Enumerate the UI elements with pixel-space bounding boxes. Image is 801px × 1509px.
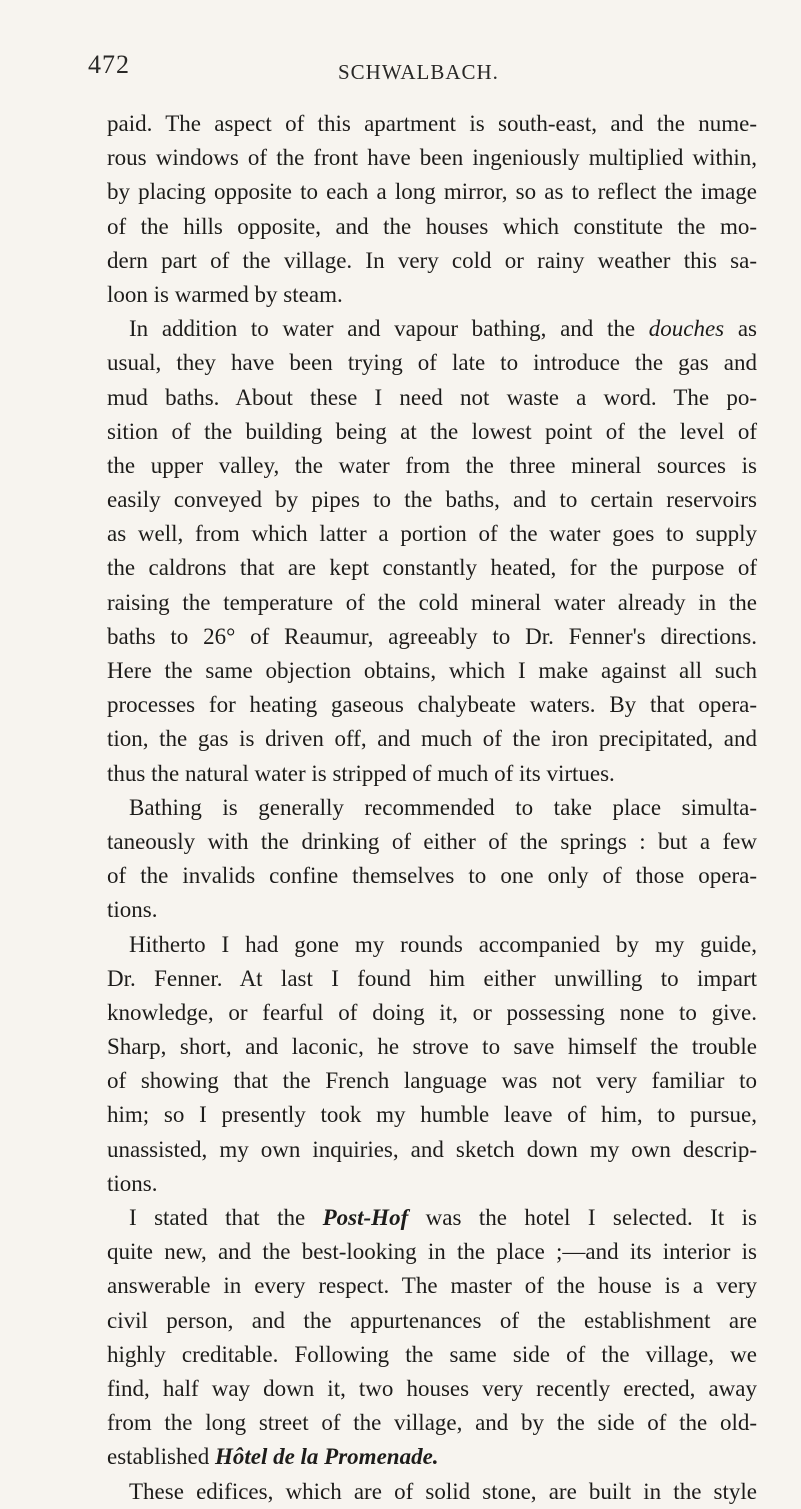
text-line: baths to 26° of Reaumur, agreeably to Dr. Fenner's directions. (107, 623, 757, 649)
running-head: SCHWALBACH. (338, 60, 499, 84)
text-run: In addition to water and vapour bathing, and the (129, 316, 649, 342)
text-run: I stated that the (129, 1205, 323, 1230)
text-line: of the invalids confine themselves to one only of those opera- (107, 863, 757, 889)
text-line: answerable in every respect. The master of the house is a very (107, 1273, 757, 1299)
text-line: knowledge, or fearful of doing it, or possessing none to give. (107, 999, 757, 1025)
text-line: Dr. Fenner. At last I found him either unwilling to impart (107, 965, 757, 991)
text-line: Bathing is generally recommended to take place simulta- (129, 794, 757, 820)
text-line: processes for heating gaseous chalybeate waters. By that opera- (107, 692, 757, 718)
text-line: highly creditable. Following the same side of the village, we (107, 1341, 757, 1367)
text-line (107, 1201, 757, 1235)
text-line: civil person, and the appurtenances of the establishment are (107, 1307, 757, 1333)
text-line: find, half way down it, two houses very recently erected, away (107, 1375, 757, 1401)
text-line: unassisted, my own inquiries, and sketch down my own descrip- (107, 1136, 757, 1162)
text-line: as well, from which latter a portion of the water goes to supply (107, 521, 757, 547)
italic-term-post-hof: Post-Hof (322, 1205, 409, 1230)
text-line: the upper valley, the water from the three mineral sources is (107, 452, 757, 478)
page-number: 472 (88, 50, 130, 79)
body-text (107, 107, 757, 1509)
text-line: tions. (107, 897, 158, 923)
text-run: was the hotel I selected. It is (408, 1205, 757, 1230)
text-run: established (107, 1444, 215, 1470)
text-line: from the long street of the village, and by the side of the old- (107, 1410, 757, 1436)
text-line: loon is warmed by steam. (107, 281, 343, 307)
text-line: easily conveyed by pipes to the baths, and to certain reservoirs (107, 487, 757, 513)
text-line: him; so I presently took my humble leave of him, to pursue, (107, 1102, 757, 1128)
italic-term-hotel-de-la-promenade: Hôtel de la Promenade. (214, 1444, 439, 1470)
text-line: raising the temperature of the cold mineral water already in the (107, 589, 757, 615)
text-line: These edifices, which are of solid stone, are built in the style (129, 1478, 757, 1504)
text-line: by placing opposite to each a long mirror, so as to reflect the image (107, 179, 757, 205)
text-line: quite new, and the best-looking in the place ;—and its interior is (107, 1239, 757, 1265)
text-line: rous windows of the front have been ingeniously multiplied within, (107, 145, 757, 171)
text-line: Sharp, short, and laconic, he strove to save himself the trouble (107, 1034, 757, 1060)
text-line: sition of the building being at the lowest point of the level of (107, 418, 757, 444)
text-line (107, 312, 757, 346)
text-line: of the hills opposite, and the houses which constitute the mo- (107, 213, 757, 239)
text-line: tion, the gas is driven off, and much of the iron precipitated, and (107, 726, 757, 752)
text-line: mud baths. About these I need not waste a word. The po- (107, 384, 757, 410)
text-line: paid. The aspect of this apartment is south-east, and the nume- (107, 111, 757, 136)
text-line: of showing that the French language was not very familiar to (107, 1068, 757, 1094)
text-line: the caldrons that are kept constantly heated, for the purpose of (107, 555, 757, 581)
text-line: dern part of the village. In very cold or rainy weather this sa- (107, 247, 757, 273)
text-line: thus the natural water is stripped of much of its virtues. (107, 760, 615, 786)
text-line (107, 1440, 757, 1474)
text-line: usual, they have been trying of late to introduce the gas and (107, 350, 757, 376)
italic-term-douches: douches (648, 316, 725, 342)
text-line: Hitherto I had gone my rounds accompanied by my guide, (129, 931, 757, 957)
text-line: taneously with the drinking of either of the springs : but a few (107, 828, 757, 854)
text-run: as (724, 316, 757, 342)
text-line: tions. (107, 1170, 158, 1196)
text-line: Here the same objection obtains, which I make against all such (107, 658, 757, 683)
